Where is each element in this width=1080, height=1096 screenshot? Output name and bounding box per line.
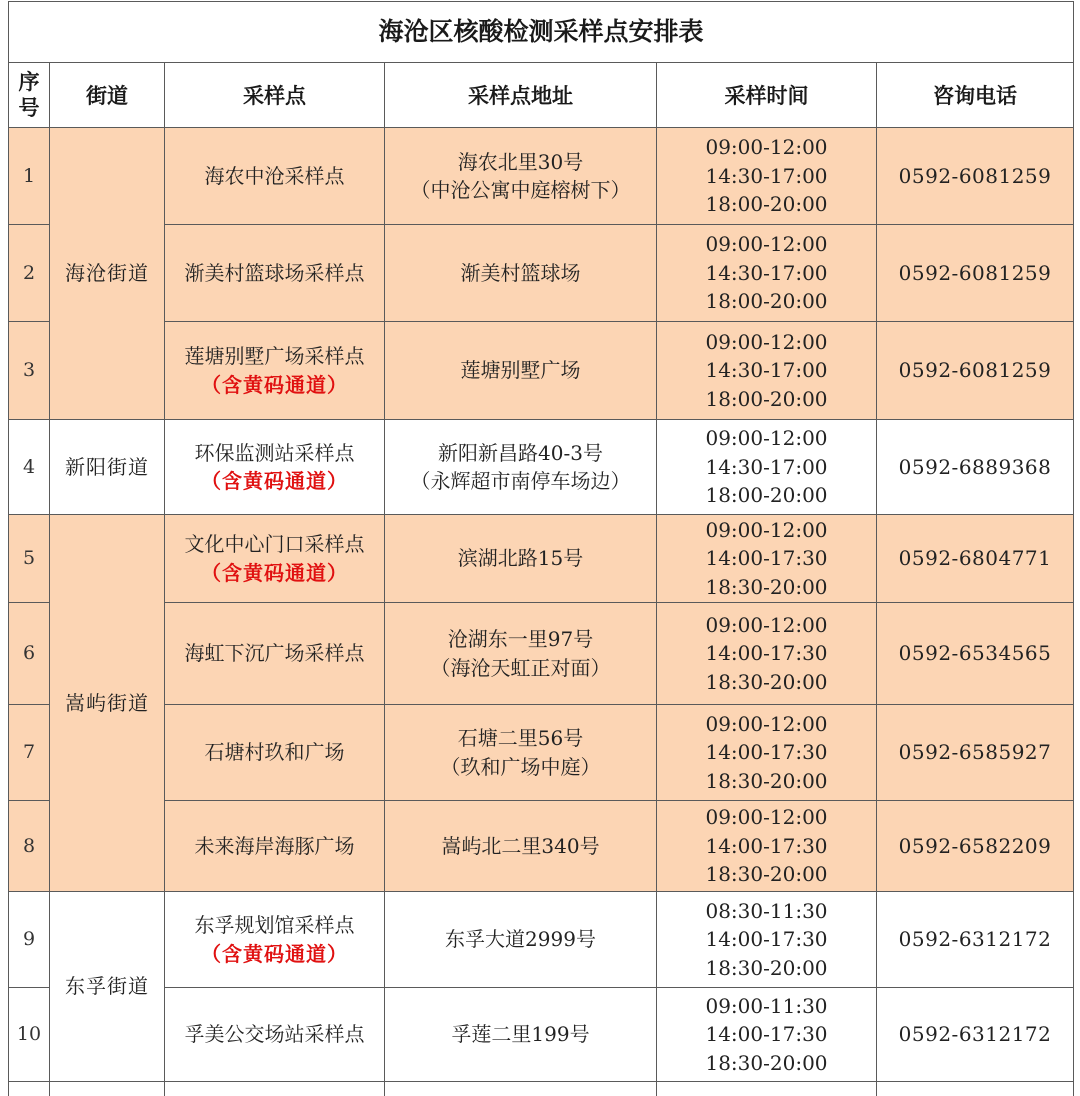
time-slot-3: 18:30-20:00 <box>657 668 876 697</box>
site-cell <box>165 705 385 801</box>
address-line-2: （海沧天虹正对面） <box>385 654 656 683</box>
table-row <box>9 892 1074 988</box>
street-cell-haicang: 海沧街道 <box>50 128 165 420</box>
time-slot-3: 18:00-20:00 <box>657 287 876 316</box>
seq-cell: 10 <box>9 988 50 1082</box>
table-row <box>9 801 1074 892</box>
site-cell <box>165 988 385 1082</box>
address-line-2: （玖和广场中庭） <box>385 753 656 782</box>
table-row <box>9 603 1074 705</box>
address-cell <box>385 705 657 801</box>
address-cell <box>385 420 657 515</box>
phone-cell: 0592-6804771 <box>877 515 1074 603</box>
time-slot-2: 14:00-17:30 <box>657 544 876 573</box>
header-row <box>9 63 1074 128</box>
site-name: 未来海岸海豚广场 <box>165 832 384 861</box>
seq-cell: 6 <box>9 603 50 705</box>
time-cell <box>657 801 877 892</box>
yellow-code-note: （含黄码通道） <box>165 559 384 588</box>
site-cell <box>165 892 385 988</box>
address-cell <box>385 322 657 420</box>
table-row <box>9 988 1074 1082</box>
time-cell <box>657 128 877 225</box>
address-line-1: 渐美村篮球场 <box>385 259 656 288</box>
time-slot-2: 14:00-17:30 <box>657 738 876 767</box>
time-slot-3: 18:00-20:00 <box>657 190 876 219</box>
time-cell <box>657 988 877 1082</box>
time-slot-2: 14:00-17:30 <box>657 639 876 668</box>
seq-cell: 3 <box>9 322 50 420</box>
site-cell <box>165 420 385 515</box>
address-cell <box>385 603 657 705</box>
time-slot-2: 14:30-17:00 <box>657 162 876 191</box>
phone-cell: 0592-6081259 <box>877 322 1074 420</box>
phone-cell: 0592-6312172 <box>877 892 1074 988</box>
site-name: 渐美村篮球场采样点 <box>165 259 384 288</box>
yellow-code-note: （含黄码通道） <box>165 371 384 400</box>
address-line-1: 孚莲二里199号 <box>385 1020 656 1049</box>
address-cell <box>385 515 657 603</box>
time-slot-2: 14:00-17:30 <box>657 1020 876 1049</box>
address-line-1: 海农北里30号 <box>385 148 656 177</box>
sampling-schedule-table <box>8 1 1074 1096</box>
seq-cell: 9 <box>9 892 50 988</box>
address-cell <box>385 128 657 225</box>
phone-cell: 0592-6081259 <box>877 225 1074 322</box>
time-slot-3: 18:30-20:00 <box>657 767 876 796</box>
seq-cell: 1 <box>9 128 50 225</box>
street-cell-songyu: 嵩屿街道 <box>50 515 165 892</box>
time-slot-1: 09:00-12:00 <box>657 611 876 640</box>
time-slot-2: 14:30-17:00 <box>657 356 876 385</box>
phone-cell: 0592-6312172 <box>877 988 1074 1082</box>
site-cell <box>165 603 385 705</box>
time-slot-3: 18:30-20:00 <box>657 573 876 602</box>
site-name: 莲塘别墅广场采样点 <box>165 342 384 371</box>
column-header-seq: 序号 <box>9 63 50 128</box>
time-slot-1: 09:00-12:00 <box>657 803 876 832</box>
time-cell <box>657 705 877 801</box>
column-header-street: 街道 <box>50 63 165 128</box>
time-slot-1: 08:30-11:30 <box>657 897 876 926</box>
address-cell <box>385 988 657 1082</box>
time-slot-2: 14:30-17:00 <box>657 259 876 288</box>
site-name: 海农中沧采样点 <box>165 162 384 191</box>
time-cell <box>657 322 877 420</box>
column-header-address: 采样点地址 <box>385 63 657 128</box>
address-line-1: 东孚大道2999号 <box>385 925 656 954</box>
phone-cell: 0592-6585927 <box>877 705 1074 801</box>
yellow-code-note: （含黄码通道） <box>165 467 384 496</box>
address-line-1: 新阳新昌路40-3号 <box>385 439 656 468</box>
site-cell <box>165 801 385 892</box>
time-slot-3: 18:30-20:00 <box>657 860 876 889</box>
time-slot-3: 18:00-20:00 <box>657 385 876 414</box>
table-row <box>9 225 1074 322</box>
time-slot-1: 09:00-11:30 <box>657 992 876 1021</box>
address-line-2: （中沧公寓中庭榕树下） <box>385 176 656 205</box>
time-slot-2: 14:00-17:30 <box>657 925 876 954</box>
table-row <box>9 322 1074 420</box>
street-cell-xinyang: 新阳街道 <box>50 420 165 515</box>
time-slot-3: 18:30-20:00 <box>657 954 876 983</box>
time-slot-1: 09:00-12:00 <box>657 710 876 739</box>
site-name: 石塘村玖和广场 <box>165 738 384 767</box>
site-cell <box>165 128 385 225</box>
site-cell <box>165 322 385 420</box>
address-line-1: 嵩屿北二里340号 <box>385 832 656 861</box>
site-cell <box>165 225 385 322</box>
time-cell <box>657 515 877 603</box>
time-cell <box>657 603 877 705</box>
column-header-phone: 咨询电话 <box>877 63 1074 128</box>
time-slot-2: 14:00-17:30 <box>657 832 876 861</box>
site-name: 孚美公交场站采样点 <box>165 1020 384 1049</box>
time-cell <box>657 420 877 515</box>
site-name: 文化中心门口采样点 <box>165 530 384 559</box>
time-slot-3: 18:00-20:00 <box>657 481 876 510</box>
address-cell <box>385 225 657 322</box>
address-line-1: 石塘二里56号 <box>385 724 656 753</box>
site-name: 东孚规划馆采样点 <box>165 911 384 940</box>
address-cell <box>385 892 657 988</box>
seq-cell: 4 <box>9 420 50 515</box>
time-slot-2: 14:30-17:00 <box>657 453 876 482</box>
column-header-time: 采样时间 <box>657 63 877 128</box>
phone-cell: 0592-6534565 <box>877 603 1074 705</box>
seq-cell: 7 <box>9 705 50 801</box>
time-slot-1: 09:00-12:00 <box>657 424 876 453</box>
column-header-site: 采样点 <box>165 63 385 128</box>
seq-cell: 2 <box>9 225 50 322</box>
address-cell <box>385 801 657 892</box>
yellow-code-note: （含黄码通道） <box>165 940 384 969</box>
table-title: 海沧区核酸检测采样点安排表 <box>9 2 1074 63</box>
table-row <box>9 515 1074 603</box>
table-row <box>9 705 1074 801</box>
time-slot-3: 18:30-20:00 <box>657 1049 876 1078</box>
time-cell <box>657 892 877 988</box>
site-cell <box>165 515 385 603</box>
time-slot-1: 09:00-12:00 <box>657 516 876 545</box>
seq-cell: 5 <box>9 515 50 603</box>
table-row <box>9 420 1074 515</box>
time-slot-1: 09:00-12:00 <box>657 230 876 259</box>
address-line-1: 滨湖北路15号 <box>385 544 656 573</box>
street-cell-dongfu: 东孚街道 <box>50 892 165 1082</box>
address-line-2: （永辉超市南停车场边） <box>385 467 656 496</box>
address-line-1: 莲塘别墅广场 <box>385 356 656 385</box>
time-cell <box>657 225 877 322</box>
table-row <box>9 128 1074 225</box>
time-slot-1: 09:00-12:00 <box>657 328 876 357</box>
address-line-1: 沧湖东一里97号 <box>385 625 656 654</box>
site-name: 环保监测站采样点 <box>165 439 384 468</box>
phone-cell: 0592-6081259 <box>877 128 1074 225</box>
phone-cell: 0592-6582209 <box>877 801 1074 892</box>
time-slot-1: 09:00-12:00 <box>657 133 876 162</box>
seq-cell: 8 <box>9 801 50 892</box>
phone-cell: 0592-6889368 <box>877 420 1074 515</box>
site-name: 海虹下沉广场采样点 <box>165 639 384 668</box>
